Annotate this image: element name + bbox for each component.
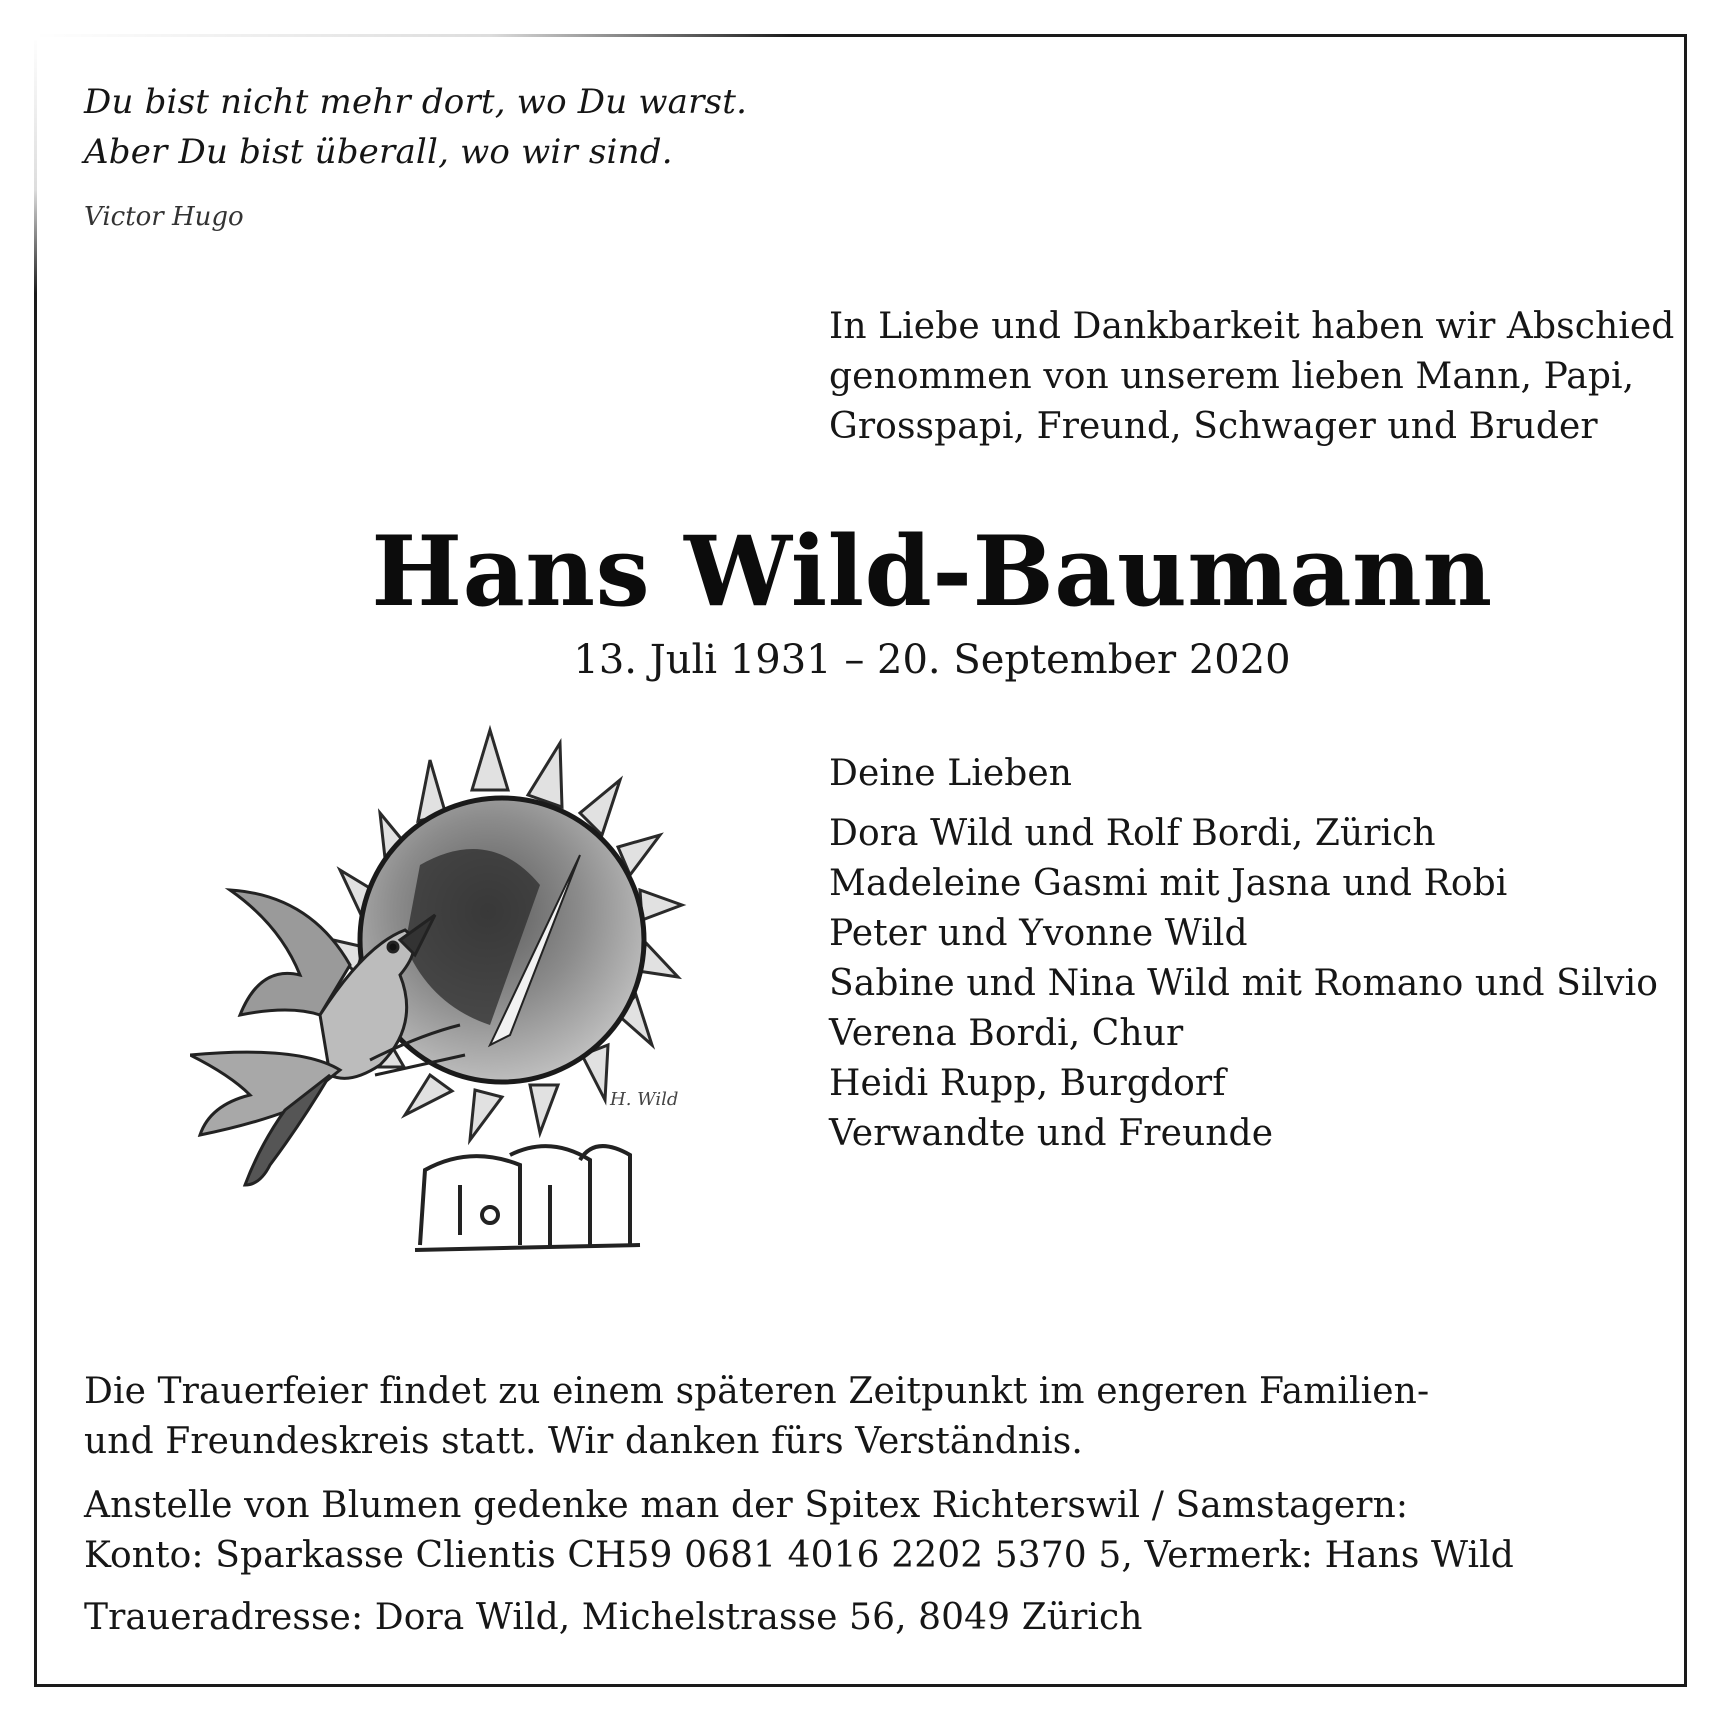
mourner-name: Verena Bordi, Chur	[829, 1013, 1184, 1054]
mourner-name: Heidi Rupp, Burgdorf	[829, 1063, 1226, 1104]
intro-line-1: In Liebe und Dankbarkeit haben wir Abschied	[829, 306, 1675, 347]
quote-line-2: Aber Du bist überall, wo wir sind.	[84, 132, 673, 172]
mourner-name: Verwandte und Freunde	[829, 1113, 1274, 1154]
donation-line-1: Anstelle von Blumen gedenke man der Spitex Richterswil / Samstagern:	[84, 1485, 1409, 1526]
artwork-signature: H. Wild	[610, 1089, 679, 1110]
border-fade-top	[34, 34, 794, 40]
life-dates: 13. Juli 1931 – 20. September 2020	[573, 637, 1291, 683]
mourner-name: Peter und Yvonne Wild	[829, 913, 1248, 954]
donation-line-2: Konto: Sparkasse Clientis CH59 0681 4016 2202 5370 5, Vermerk: Hans Wild	[84, 1535, 1514, 1576]
mourners-list	[829, 813, 1658, 1173]
house-sketch	[415, 1146, 640, 1250]
mourner-name: Sabine und Nina Wild mit Romano und Silvio	[829, 963, 1658, 1004]
bird	[190, 890, 465, 1185]
funeral-notice-line-1: Die Trauerfeier findet zu einem späteren Zeitpunkt im engeren Familien-	[84, 1371, 1430, 1412]
deceased-name: Hans Wild-Baumann	[371, 515, 1493, 628]
sun-bird-artwork	[190, 715, 750, 1295]
intro-line-2: genommen von unserem lieben Mann, Papi,	[829, 356, 1635, 397]
mourner-name: Dora Wild und Rolf Bordi, Zürich	[829, 813, 1436, 854]
funeral-notice-line-2: und Freundeskreis statt. Wir danken fürs Verständnis.	[84, 1421, 1083, 1462]
quote-line-1: Du bist nicht mehr dort, wo Du warst.	[84, 82, 748, 122]
intro-line-3: Grosspapi, Freund, Schwager und Bruder	[829, 406, 1598, 447]
quote-author: Victor Hugo	[84, 202, 244, 232]
border-fade-left	[34, 34, 40, 294]
mourner-name: Madeleine Gasmi mit Jasna und Robi	[829, 863, 1508, 904]
mourners-heading: Deine Lieben	[829, 753, 1073, 794]
mourning-address: Traueradresse: Dora Wild, Michelstrasse 56, 8049 Zürich	[84, 1597, 1143, 1638]
